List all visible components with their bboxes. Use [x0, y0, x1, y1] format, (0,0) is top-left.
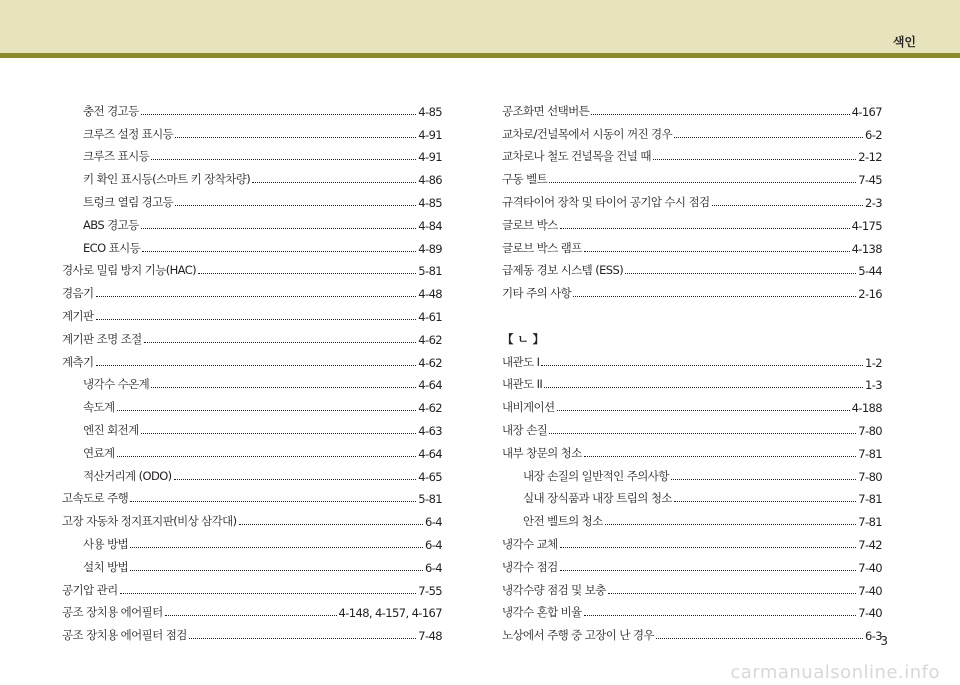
index-entry-label: ECO 표시등: [83, 240, 141, 255]
index-entry-label: 글로브 박스: [502, 217, 558, 232]
index-entry: [502, 119, 882, 142]
index-entry-label: 실내 장식품과 내장 트림의 청소: [523, 491, 672, 506]
index-entry-label: 기타 주의 사항: [502, 286, 572, 301]
index-entry-page: 5-81: [418, 492, 442, 507]
index-entry-label: 트렁크 열림 경고등: [83, 194, 174, 209]
dot-leader: [239, 524, 423, 525]
index-entry-label: 공조 장치용 에어필터 점검: [62, 628, 187, 643]
dot-leader: [584, 456, 857, 457]
index-subentry: [62, 164, 442, 187]
index-entry-label: ABS 경고등: [83, 217, 139, 232]
page-title: 색인: [892, 35, 916, 49]
dot-leader: [174, 479, 417, 480]
section-spacer: [502, 301, 882, 324]
index-entry: [62, 575, 442, 598]
index-entry-page: 2-12: [858, 150, 882, 165]
index-entry-label: 엔진 회전계: [83, 422, 139, 437]
index-entry-page: 4-65: [418, 469, 442, 484]
dot-leader: [671, 479, 857, 480]
dot-leader: [151, 387, 416, 388]
index-entry: [502, 552, 882, 575]
dot-leader: [541, 365, 863, 366]
index-entry: [502, 347, 882, 370]
index-entry: [502, 256, 882, 279]
index-entry: [62, 506, 442, 529]
index-entry-label: 공조 장치용 에어필터: [62, 605, 163, 620]
dot-leader: [584, 251, 850, 252]
dot-leader: [549, 182, 856, 183]
dot-leader: [141, 228, 417, 229]
index-entry: [502, 620, 882, 643]
header-band: [0, 0, 960, 53]
index-entry: [502, 187, 882, 210]
index-entry-page: 2-16: [858, 287, 882, 302]
index-entry-page: 4-148, 4-157, 4-167: [338, 606, 442, 621]
index-entry: [502, 370, 882, 393]
index-subentry: [62, 210, 442, 233]
index-subentry: [62, 96, 442, 119]
dot-leader: [674, 501, 856, 502]
index-entry-page: 4-62: [418, 401, 442, 416]
index-entry-label: 급제동 경보 시스템 (ESS): [502, 263, 624, 278]
dot-leader: [96, 365, 417, 366]
index-entry-label: 계기판 조명 조절: [62, 331, 142, 346]
dot-leader: [549, 433, 856, 434]
index-entry-page: 4-63: [418, 423, 442, 438]
dot-leader: [96, 319, 417, 320]
index-entry-label: 교차로/건널목에서 시동이 꺼진 경우: [502, 126, 673, 141]
index-entry-label: 내관도 II: [502, 377, 543, 392]
index-entry-page: 1-2: [865, 355, 882, 370]
index-subentry: [62, 438, 442, 461]
dot-leader: [198, 273, 416, 274]
index-entry-label: 계측기: [62, 354, 94, 369]
dot-leader: [144, 342, 417, 343]
index-entry-page: 4-62: [418, 355, 442, 370]
index-entry-label: 냉각수량 점검 및 보충: [502, 582, 606, 597]
index-entry-label: 설치 방법: [83, 559, 129, 574]
dot-leader: [175, 137, 416, 138]
index-entry-label: 내비게이션: [502, 400, 555, 415]
index-entry-page: 1-3: [865, 378, 882, 393]
index-entry: [502, 142, 882, 165]
dot-leader: [151, 159, 416, 160]
index-entry-label: 구동 벨트: [502, 172, 548, 187]
index-entry-label: 규격타이어 장착 및 타이어 공기압 수시 점검: [502, 194, 710, 209]
index-subentry: [62, 529, 442, 552]
index-group-g: [502, 96, 882, 301]
watermark: carmanualsonline.info: [730, 662, 940, 683]
index-entry: [62, 256, 442, 279]
index-entry-label: 교차로나 철도 건널목을 건널 때: [502, 149, 651, 164]
dot-leader: [130, 547, 423, 548]
index-subentry: [62, 187, 442, 210]
index-entry: [502, 529, 882, 552]
section-heading-nieun: 【 ㄴ 】: [502, 331, 545, 346]
index-entry-page: 4-48: [418, 287, 442, 302]
index-entry: [62, 324, 442, 347]
dot-leader: [544, 387, 863, 388]
dot-leader: [674, 137, 863, 138]
dot-leader: [130, 570, 423, 571]
index-entry: [502, 164, 882, 187]
index-entry-page: 7-42: [858, 537, 882, 552]
dot-leader: [117, 456, 417, 457]
index-entry: [62, 620, 442, 643]
index-entry-label: 고장 자동차 정지표지판(비상 삼각대): [62, 514, 237, 529]
index-entry-page: 4-91: [418, 127, 442, 142]
index-column-left: [62, 96, 442, 643]
index-entry: [62, 347, 442, 370]
index-entry: [502, 598, 882, 621]
index-entry-page: 4-64: [418, 378, 442, 393]
index-entry-label: 안전 벨트의 청소: [523, 514, 603, 529]
index-entry: [62, 278, 442, 301]
index-entry: [502, 392, 882, 415]
index-group-n: [502, 347, 882, 643]
index-entry-label: 내부 창문의 청소: [502, 445, 582, 460]
index-entry-label: 속도계: [83, 400, 115, 415]
index-entry-page: 4-64: [418, 446, 442, 461]
index-entry-page: 7-48: [418, 629, 442, 644]
dot-leader: [557, 410, 850, 411]
dot-leader: [117, 410, 417, 411]
index-entry-label: 충전 경고등: [83, 103, 139, 118]
index-entry-label: 내장 손질: [502, 422, 548, 437]
index-entry-label: 경음기: [62, 286, 94, 301]
index-entry-page: 4-61: [418, 309, 442, 324]
index-entry: [502, 575, 882, 598]
index-entry-page: 4-167: [851, 104, 882, 119]
dot-leader: [120, 593, 417, 594]
dot-leader: [625, 273, 856, 274]
index-subentry: [502, 461, 882, 484]
page-number: 3: [880, 634, 888, 648]
index-entry-page: 6-4: [425, 560, 442, 575]
index-entry-label: 냉각수 교체: [502, 536, 558, 551]
index-entry: [502, 233, 882, 256]
index-entry-page: 2-3: [865, 195, 882, 210]
index-entry-page: 6-2: [865, 127, 882, 142]
header-rule: [0, 53, 960, 58]
index-entry-page: 7-40: [858, 560, 882, 575]
index-entry-page: 4-86: [418, 173, 442, 188]
index-entry: [62, 484, 442, 507]
dot-leader: [584, 615, 857, 616]
index-entry-label: 냉각수 혼합 비율: [502, 605, 582, 620]
index-entry-label: 내관도 I: [502, 354, 540, 369]
dot-leader: [591, 114, 849, 115]
index-subentry: [62, 392, 442, 415]
index-entry: [502, 210, 882, 233]
dot-leader: [96, 296, 417, 297]
dot-leader: [130, 501, 416, 502]
index-entry-page: 7-40: [858, 583, 882, 598]
index-entry: [502, 438, 882, 461]
dot-leader: [252, 182, 416, 183]
index-entry-label: 냉각수 점검: [502, 559, 558, 574]
index-entry-page: 7-81: [858, 446, 882, 461]
dot-leader: [165, 615, 337, 616]
index-entry-page: 7-55: [418, 583, 442, 598]
dot-leader: [189, 638, 417, 639]
index-column-right: [502, 96, 882, 643]
dot-leader: [560, 570, 857, 571]
index-entry-label: 공조화면 선택버튼: [502, 103, 590, 118]
index-entry-label: 노상에서 주행 중 고장이 난 경우: [502, 628, 654, 643]
dot-leader: [712, 205, 864, 206]
index-entry: [502, 96, 882, 119]
index-entry-page: 7-45: [858, 173, 882, 188]
index-entry: [502, 278, 882, 301]
index-subentry: [62, 415, 442, 438]
index-entry-page: 4-62: [418, 332, 442, 347]
dot-leader: [608, 593, 857, 594]
index-subentry: [62, 370, 442, 393]
dot-leader: [656, 638, 863, 639]
index-entry-label: 고속도로 주행: [62, 491, 129, 506]
dot-leader: [141, 433, 417, 434]
index-entry-page: 4-89: [418, 241, 442, 256]
index-subentry: [502, 484, 882, 507]
index-entry-label: 계기판: [62, 308, 94, 323]
index-subentry: [62, 142, 442, 165]
dot-leader: [560, 228, 850, 229]
index-subentry: [62, 119, 442, 142]
index-entry-label: 크루즈 설정 표시등: [83, 126, 174, 141]
index-entry-page: 4-188: [851, 401, 882, 416]
index-entry-label: 글로브 박스 램프: [502, 240, 582, 255]
index-entry-label: 사용 방법: [83, 536, 129, 551]
index-entry-page: 4-85: [418, 195, 442, 210]
index-subentry: [62, 461, 442, 484]
index-entry-page: 4-175: [851, 218, 882, 233]
index-entry-page: 4-84: [418, 218, 442, 233]
index-entry: [502, 415, 882, 438]
dot-leader: [142, 251, 416, 252]
index-entry-label: 크루즈 표시등: [83, 149, 150, 164]
index-entry: [62, 301, 442, 324]
index-entry-page: 4-85: [418, 104, 442, 119]
dot-leader: [560, 547, 857, 548]
index-entry-page: 6-3: [865, 629, 882, 644]
index-entry-page: 6-4: [425, 537, 442, 552]
index-entry-label: 냉각수 수온계: [83, 377, 150, 392]
index-entry-label: 공기압 관리: [62, 582, 118, 597]
index-subentry: [62, 552, 442, 575]
index-entry: [62, 598, 442, 621]
index-entry-page: 7-80: [858, 423, 882, 438]
index-entry-page: 5-81: [418, 264, 442, 279]
dot-leader: [573, 296, 856, 297]
index-subentry: [502, 506, 882, 529]
index-entry-label: 내장 손질의 일반적인 주의사항: [523, 468, 669, 483]
index-entry-page: 7-81: [858, 492, 882, 507]
dot-leader: [653, 159, 856, 160]
index-subentry: [62, 233, 442, 256]
index-entry-label: 연료계: [83, 445, 115, 460]
index-entry-page: 5-44: [858, 264, 882, 279]
index-entry-page: 4-138: [851, 241, 882, 256]
index-entry-page: 7-40: [858, 606, 882, 621]
dot-leader: [605, 524, 857, 525]
index-entry-page: 7-81: [858, 515, 882, 530]
index-entry-label: 경사로 밀림 방지 기능(HAC): [62, 263, 197, 278]
index-entry-page: 6-4: [425, 515, 442, 530]
index-entry-label: 적산거리계 (ODO): [83, 468, 172, 483]
index-entry-page: 7-80: [858, 469, 882, 484]
dot-leader: [175, 205, 416, 206]
index-entry-page: 4-91: [418, 150, 442, 165]
index-entry-label: 키 확인 표시등(스마트 키 장착차량): [83, 172, 251, 187]
dot-leader: [141, 114, 417, 115]
